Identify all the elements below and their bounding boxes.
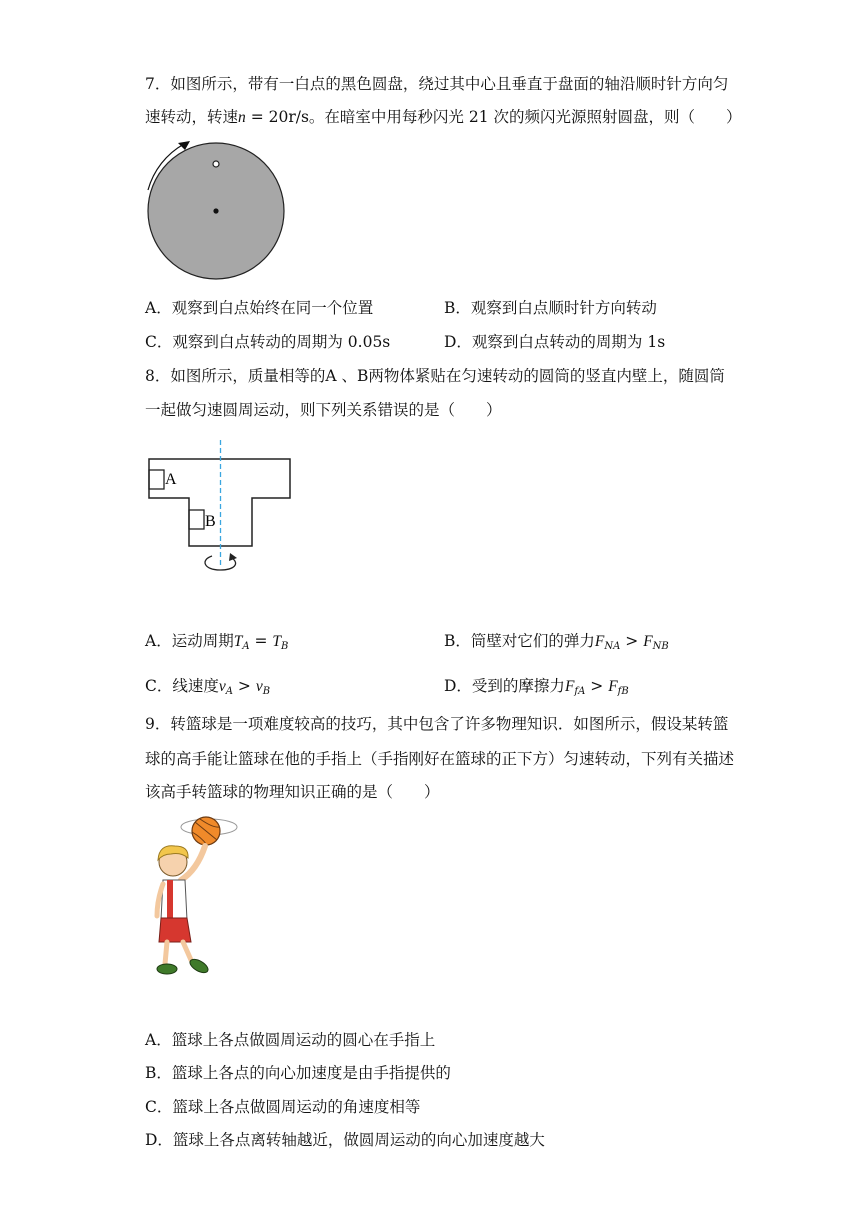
- q9-figure-basketball-player: [145, 808, 245, 983]
- q7-speed-var: n: [238, 109, 246, 126]
- q7-option-d[interactable]: D．观察到白点转动的周期为 1s: [444, 333, 666, 351]
- label-b: B: [205, 513, 216, 530]
- rel-d: >: [585, 677, 609, 695]
- q8-option-c[interactable]: [145, 676, 270, 702]
- sub-nb: NB: [652, 641, 669, 652]
- rotation-arrow-head: [229, 553, 237, 561]
- q8-option-a[interactable]: [145, 631, 288, 657]
- q7-stem-line2-pre: 速转动，转速: [145, 108, 239, 126]
- sub-fa: fA: [574, 686, 586, 697]
- var-f-fb: F: [608, 678, 618, 695]
- sub-vb: B: [262, 686, 271, 697]
- var-t-b: T: [272, 633, 282, 650]
- var-f-na: F: [594, 633, 605, 650]
- q9-stem-line2: 球的高手能让篮球在他的手指上（手指刚好在篮球的正下方）匀速转动，下列有关描述: [145, 750, 735, 768]
- sub-a: A: [242, 641, 250, 652]
- var-t-a: T: [233, 633, 243, 650]
- block-b: [189, 510, 204, 529]
- q7-stem-line1: 7．如图所示，带有一白点的黑色圆盘，绕过其中心且垂直于盘面的轴沿顺时针方向匀: [145, 75, 729, 93]
- q8-figure-cylinder: [140, 440, 300, 580]
- q7-option-c[interactable]: C．观察到白点转动的周期为 0.05s: [145, 333, 391, 351]
- q9-stem-line3: 该高手转篮球的物理知识正确的是（ ）: [145, 783, 440, 801]
- var-f-fa: F: [564, 678, 575, 695]
- q8-option-c-text: C．线速度: [145, 677, 219, 695]
- q8-stem-line1: 8．如图所示，质量相等的A 、B两物体紧贴在匀速转动的圆筒的竖直内壁上，随圆筒: [145, 367, 725, 385]
- rel-a: =: [249, 632, 273, 650]
- q8-option-b-text: B．筒壁对它们的弹力: [444, 632, 595, 650]
- shoe-left: [157, 964, 177, 974]
- center-dot: [213, 208, 218, 213]
- var-f-nb: F: [643, 633, 653, 650]
- legs: [165, 942, 191, 964]
- rel-b: >: [620, 632, 644, 650]
- q7-stem-line2-post: 。在暗室中用每秒闪光 21 次的频闪光源照射圆盘，则（ ）: [308, 108, 742, 126]
- player-shorts: [159, 918, 191, 942]
- var-v-b: v: [255, 678, 263, 695]
- label-a: A: [165, 471, 177, 488]
- q9-stem-line1: 9．转篮球是一项难度较高的技巧，其中包含了许多物理知识．如图所示，假设某转篮: [145, 715, 729, 733]
- sub-b: B: [281, 641, 289, 652]
- white-dot: [213, 161, 219, 167]
- sub-fb: fB: [617, 686, 629, 697]
- sub-na: NA: [604, 641, 621, 652]
- rel-c: >: [233, 677, 256, 695]
- q8-option-d-text: D．受到的摩擦力: [444, 677, 565, 695]
- q9-option-d[interactable]: D．篮球上各点离转轴越近，做圆周运动的向心加速度越大: [145, 1131, 545, 1149]
- var-v-a: v: [218, 678, 226, 695]
- q9-option-b[interactable]: B．篮球上各点的向心加速度是由手指提供的: [145, 1064, 451, 1082]
- shirt-stripe: [167, 880, 173, 920]
- q7-speed-val: = 20r/s: [245, 108, 309, 126]
- q8-option-b[interactable]: [444, 631, 669, 657]
- block-a: [149, 470, 164, 489]
- q8-stem-line2: 一起做匀速圆周运动，则下列关系错误的是（ ）: [145, 401, 502, 419]
- q8-option-a-text: A．运动周期: [145, 632, 234, 650]
- q7-option-a[interactable]: A．观察到白点始终在同一个位置: [145, 299, 374, 317]
- q9-option-a[interactable]: A．篮球上各点做圆周运动的圆心在手指上: [145, 1031, 436, 1049]
- q7-option-b[interactable]: B．观察到白点顺时针方向转动: [444, 299, 657, 317]
- sub-va: A: [225, 686, 233, 697]
- q8-option-d[interactable]: [444, 676, 629, 702]
- q9-option-c[interactable]: C．篮球上各点做圆周运动的角速度相等: [145, 1098, 421, 1116]
- q7-stem-line2: [145, 107, 742, 128]
- q7-figure-disk: [140, 138, 300, 288]
